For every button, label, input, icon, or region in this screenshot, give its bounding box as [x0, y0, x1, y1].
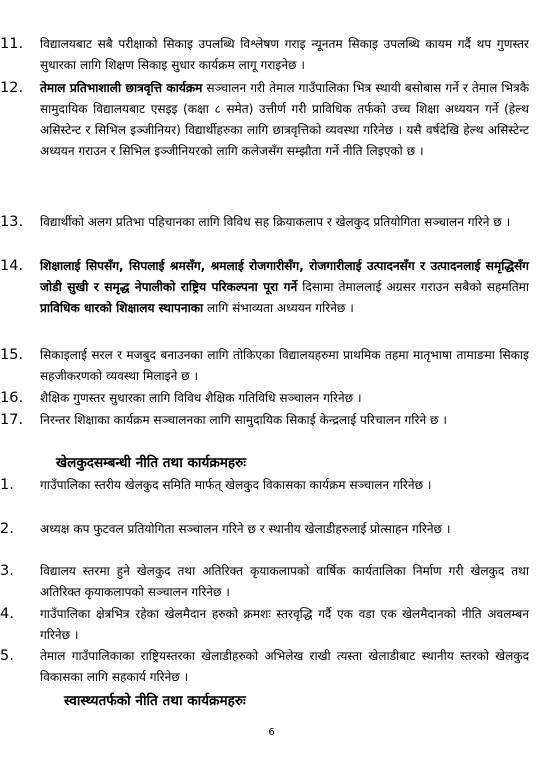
item-text: सिकाइलाई सरल र मजबुद बनाउनका लागि तोकिएका विद्यालयहरुमा प्राथमिक तहमा मातृभाषा तामाङमा सिकाइ सहजीकरणको व्यवस्था मिलाइने छ । [40, 348, 529, 383]
section-heading-health: स्वास्थ्यतर्फको नीति तथा कार्यक्रमहरुः [64, 693, 246, 709]
item-number: 15. [0, 347, 24, 363]
item-body-text: सञ्चालन गरी तेमाल गाउँपालिका भित्र स्थायी बसोबास गर्ने र तेमाल भित्रकै सामुदायिक विद्यालयबाट एसइइ (कक्षा ८ समेत) उत्तीर्ण गरी प्राविधिक तर्फको उच्च शिक्षा अध्ययन गर्ने (हेल्थ असिस्टेन्ट र सिभिल इञ्जीनियर) विद्यार्थीहरुका लागि छात्रवृत्तिको व्यवस्था गरिनेछ । यसै वर्षदेखि हेल्थ असिस्टेन्ट अध्ययन गराउन र सिभिल इञ्जीनियरको लागि कलेजसँग सम्झौता गर्ने नीति लिइएको छ । [40, 81, 529, 158]
item-text: शैक्षिक गुणस्तर सुधारका लागि विविध शैक्षिक गतिविधि सञ्चालन गरिनेछ । [40, 391, 362, 405]
item-text [40, 256, 529, 319]
item-text: गाउँपालिका क्षेत्रभित्र रहेका खेलमैदान हरुको क्रमशः स्तरवृद्धि गर्दै एक वडा एक खेलमैदानको नीति अवलम्बन गरिनेछ । [40, 607, 529, 642]
item-text: अध्यक्ष कप फुटवल प्रतियोगिता सञ्चालन गरिने छ र स्थानीय खेलाडीहरुलाई प्रोत्साहन गरिनेछ । [40, 522, 451, 536]
item-number: 3. [0, 563, 14, 579]
item-number: 14. [0, 258, 24, 274]
item-number: 5. [0, 648, 14, 664]
item-number: 11. [0, 36, 24, 52]
item-text: विद्यालय स्तरमा हुने खेलकुद तथा अतिरिक्त कृयाकलापको वार्षिक कार्यतालिका निर्माण गरी खेलकुद तथा अतिरिक्त कृयाकलापको सञ्चालन गरिनेछ । [40, 564, 529, 599]
item-body-text-2: लागि संभाव्यता अध्ययन गरिनेछ । [203, 301, 354, 315]
item-text: निरन्तर शिक्षाका कार्यक्रम सञ्चालनका लागि सामुदायिक सिकाई केन्द्रलाई परिचालन गरिने छ । [40, 413, 447, 427]
item-text: गाउँपालिका स्तरीय खेलकुद समिति मार्फत् खेलकुद विकासका कार्यक्रम सञ्चालन गरिनेछ । [40, 478, 432, 492]
section-heading-sports: खेलकुदसम्बन्धी नीति तथा कार्यक्रमहरुः [56, 455, 247, 471]
item-number: 13. [0, 214, 24, 230]
item-number: 12. [0, 80, 24, 96]
item-bold-text-2: प्राविधिक धारको शिक्षालय स्थापनाका [40, 301, 204, 315]
item-text: विद्यार्थीको अलग प्रतिभा पहिचानका लागि विविध सह क्रियाकलाप र खेलकुद प्रतियोगिता सञ्चालन गरिने छ । [40, 215, 511, 229]
item-bold-text: शिक्षालाई सिपसँग, सिपलाई श्रमसँग, श्रमलाई रोजगारीसँग, रोजगारीलाई उत्पादनसँग र उत्पादनलाई समृद्धिसँग जोडी सुखी र समृद्ध नेपालीको राष्ट्रिय परिकल्पना पूरा गर्ने [40, 259, 529, 294]
item-number: 2. [0, 521, 14, 537]
item-bold-text: तेमाल प्रतिभाशाली छात्रवृत्ति कार्यक्रम [40, 81, 203, 95]
item-body-text: दिसामा तेमाललाई अग्रसर गराउन सबैको सहमतिमा [297, 280, 529, 294]
item-number: 1. [0, 477, 14, 493]
item-text [40, 78, 529, 162]
item-number: 4. [0, 606, 14, 622]
item-text: विद्यालयबाट सबै परीक्षाको सिकाइ उपलब्धि विश्लेषण गराइ न्यूनतम सिकाइ उपलब्धि कायम गर्दै थप गुणस्तर सुधारका लागि शिक्षण सिकाइ सुधार कार्यक्रम लागू गराइनेछ । [40, 37, 529, 72]
item-number: 17. [0, 412, 24, 428]
item-text: तेमाल गाउँपालिकाका राष्ट्रियस्तरका खेलाडीहरुको अभिलेख राखी त्यस्ता खेलाडीबाट स्थानीय स्तरको खेलकुद विकासका लागि सहकार्य गरिनेछ । [40, 649, 529, 684]
item-number: 16. [0, 390, 24, 406]
page-number: 6 [268, 727, 275, 738]
